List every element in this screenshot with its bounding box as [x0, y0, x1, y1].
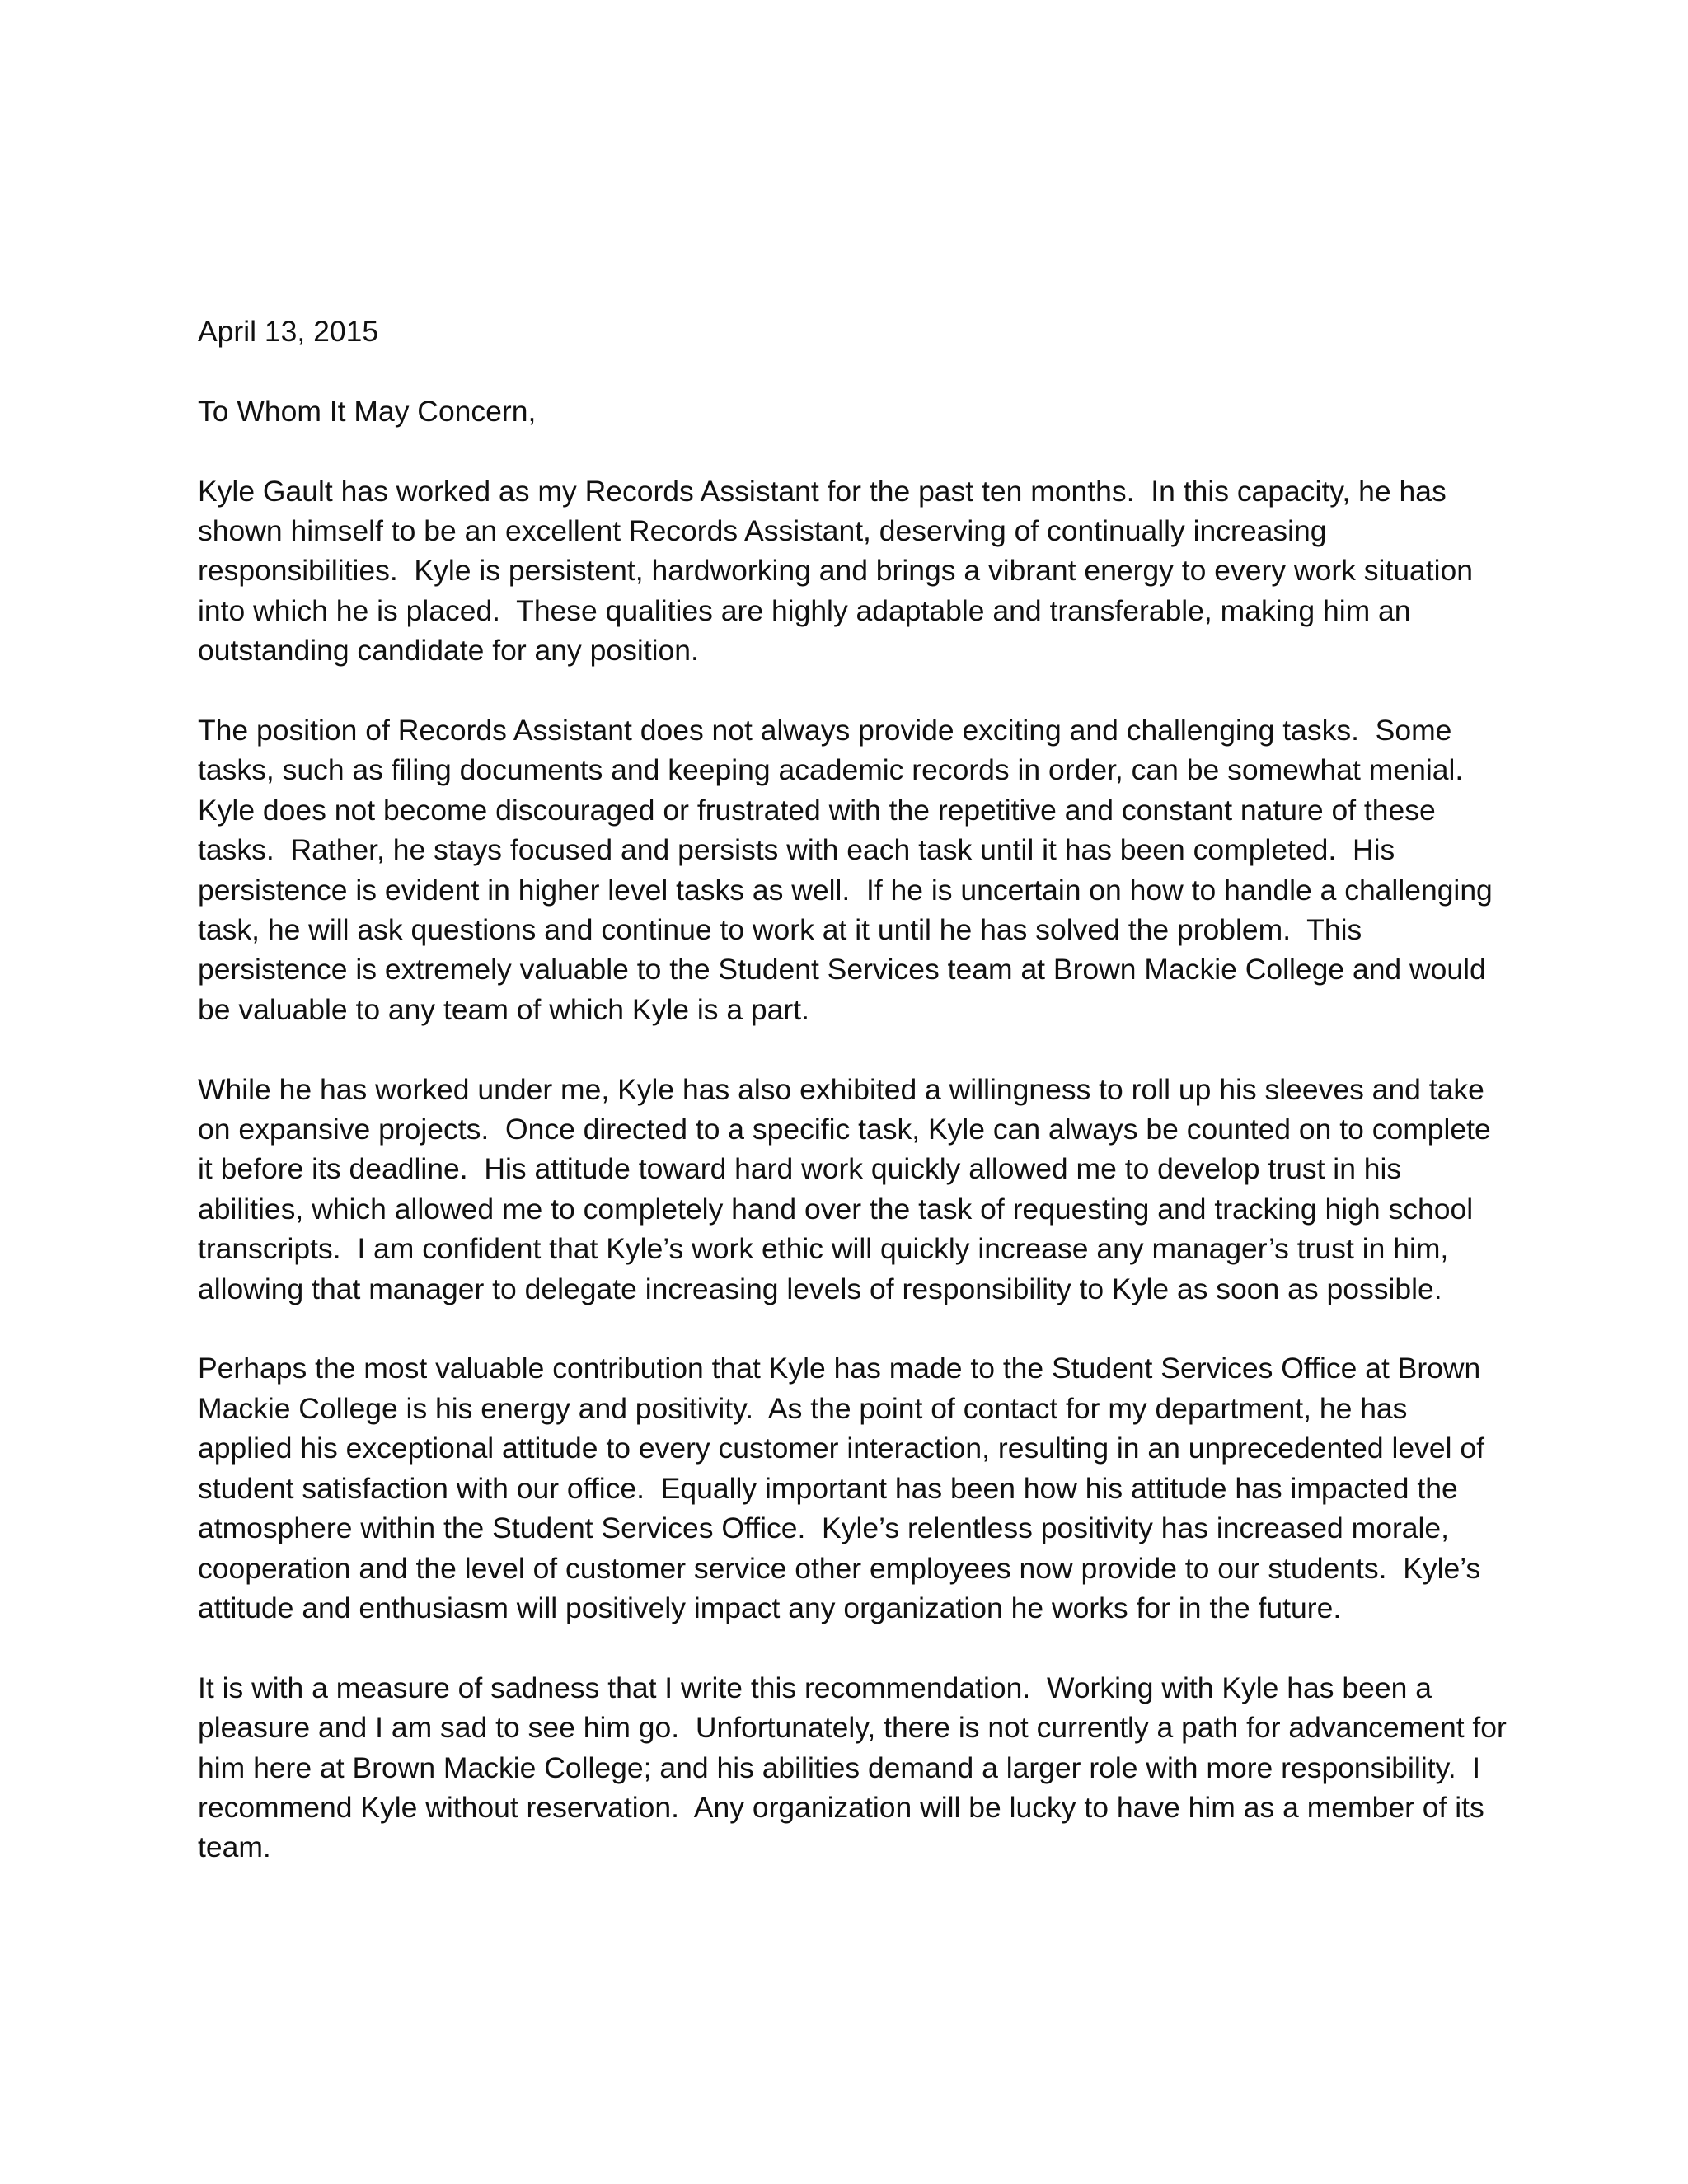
paragraph-work-ethic: While he has worked under me, Kyle has also exhibited a willingness to roll up his sleeves and take on expansive projects. Once directed to a specific task, Kyle can always be counted on to complete it before its deadline. His attitude toward hard work quickly allowed me to develop trust in his abilities, which allowed me to completely hand over the task of requesting and tracking high school transcripts. I am confident that Kyle’s work ethic will quickly increase any manager’s trust in him, allowing that manager to delegate increasing levels of responsibility to Kyle as soon as possible. — [198, 1072, 1499, 1305]
letter-date: April 13, 2015 — [198, 315, 379, 348]
paragraph-closing: It is with a measure of sadness that I write this recommendation. Working with Kyle has been a pleasure and I am sad to see him go. Unfortunately, there is not currently a path for advancement for him here at Brown Mackie College; and his abilities demand a larger role with more responsibility. I recommend Kyle without reservation. Any organization will be lucky to have him as a member of its team. — [198, 1671, 1515, 1864]
paragraph-persistence: The position of Records Assistant does not always provide exciting and challenging tasks. Some tasks, such as filing documents and keeping academic records in order, can be somewhat menial. Kyle does not become discouraged or frustrated with the repetitive and constant nature of these tasks. Rather, he stays focused and persists with each task until it has been completed. His persistence is evident in higher level tasks as well. If he is uncertain on how to handle a challenging task, he will ask questions and continue to work at it until he has solved the problem. This persistence is extremely valuable to the Student Services team at Brown Mackie College and would be valuable to any team of which Kyle is a part. — [198, 714, 1501, 1026]
letter-salutation: To Whom It May Concern, — [198, 394, 537, 428]
letter-body — [198, 312, 1515, 1868]
paragraph-positivity: Perhaps the most valuable contribution that Kyle has made to the Student Services Office at Brown Mackie College is his energy and positivity. As the point of contact for my department, he has applied his exceptional attitude to every customer interaction, resulting in an unprecedented level of student satisfaction with our office. Equally important has been how his attitude has impacted the atmosphere within the Student Services Office. Kyle’s relentless positivity has increased morale, cooperation and the level of customer service other employees now provide to our students. Kyle’s attitude and enthusiasm will positively impact any organization he works for in the future. — [198, 1352, 1493, 1624]
paragraph-introduction: Kyle Gault has worked as my Records Assistant for the past ten months. In this capacity, he has shown himself to be an excellent Records Assistant, deserving of continually increasing responsibilities. Kyle is persistent, hardworking and brings a vibrant energy to every work situation into which he is placed. These qualities are highly adaptable and transferable, making him an outstanding candidate for any position. — [198, 474, 1481, 668]
